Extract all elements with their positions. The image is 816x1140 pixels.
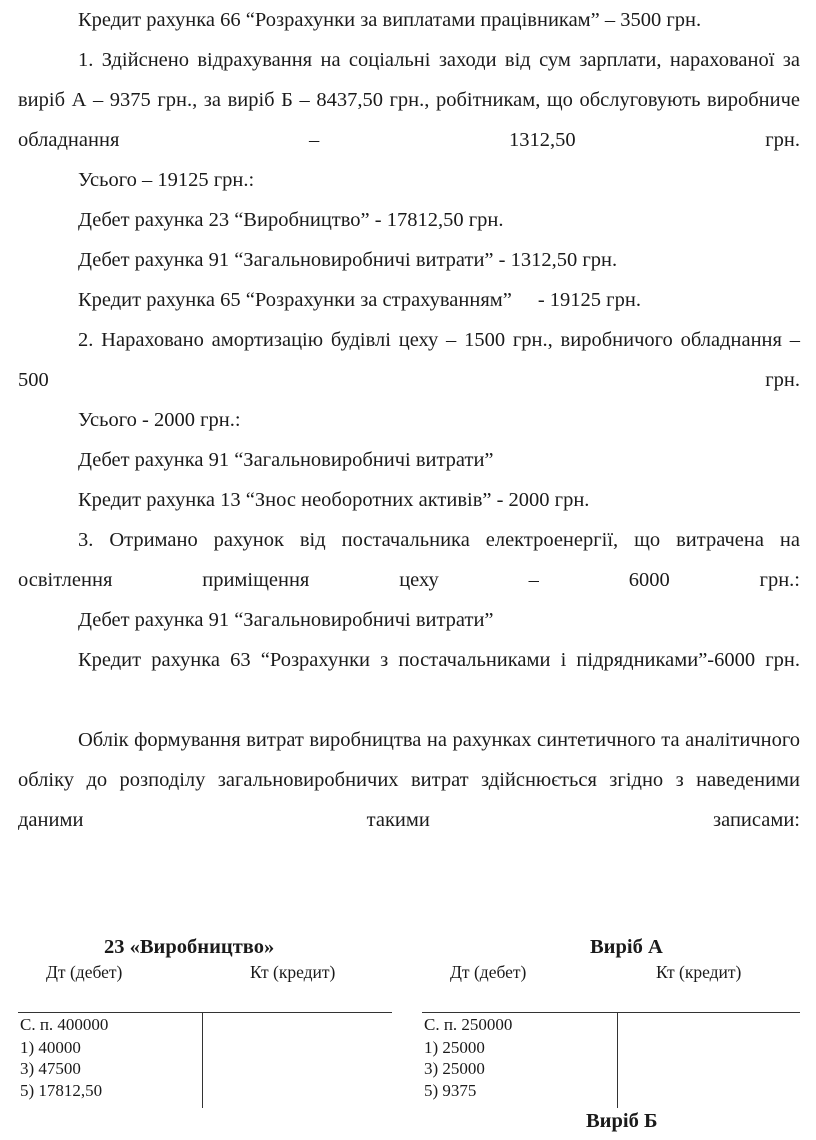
- paragraph-credit-66: Кредит рахунка 66 “Розрахунки за виплатами працівникам” – 3500 грн.: [78, 9, 702, 31]
- paragraph-total-2: Усього - 2000 грн.:: [78, 409, 241, 431]
- t-account-vertical-line: [617, 1012, 618, 1108]
- paragraph-credit-63: Кредит рахунка 63 “Розрахунки з постачальниками і підрядниками”-6000 грн.: [78, 649, 800, 671]
- paragraph-credit-13: Кредит рахунка 13 “Знос необоротних активів” - 2000 грн.: [78, 489, 590, 511]
- debit-entry: 3) 47500: [20, 1059, 81, 1078]
- paragraph-summary: Облік формування витрат виробництва на рахунках синтетичного та аналітичного обліку до розподілу загальновиробничих витрат здійснюється згідно з наведеними даними такими записами:: [18, 729, 800, 831]
- debit-entry: 5) 9375: [424, 1080, 477, 1100]
- paragraph-total-1: Усього – 19125 грн.:: [78, 169, 255, 191]
- debit-entries: [424, 1014, 512, 1101]
- debit-label: Дт (дебет): [450, 962, 527, 982]
- paragraph-debit-91-b: Дебет рахунка 91 “Загальновиробничі витрати”: [78, 449, 494, 471]
- t-account-title: Виріб А: [590, 936, 663, 958]
- debit-label: Дт (дебет): [46, 962, 123, 982]
- opening-balance: С. п. 400000: [20, 1015, 109, 1034]
- paragraph-item-3: 3. Отримано рахунок від постачальника електроенергії, що витрачена на освітлення приміщення цеху – 6000 грн.:: [18, 529, 800, 591]
- debit-entries: [20, 1014, 108, 1101]
- debit-entry: 1) 40000: [20, 1037, 81, 1057]
- credit-label: Кт (кредит): [250, 962, 336, 982]
- paragraph-item-1: 1. Здійснено відрахування на соціальні заходи від сум зарплати, нарахованої за виріб А – 9375 грн., за виріб Б – 8437,50 грн., робітникам, що обслуговують виробниче обладнання – 1312,50 грн.: [18, 49, 800, 151]
- opening-balance: С. п. 250000: [424, 1015, 513, 1034]
- t-account-title: 23 «Виробництво»: [104, 936, 275, 958]
- paragraph-debit-23: Дебет рахунка 23 “Виробництво” - 17812,50 грн.: [78, 209, 504, 231]
- t-account-horizontal-line: [422, 1012, 800, 1013]
- credit-label: Кт (кредит): [656, 962, 742, 982]
- t-account-product-b-title: Виріб Б: [586, 1110, 658, 1132]
- debit-entry: 1) 25000: [424, 1037, 485, 1057]
- t-account-horizontal-line: [18, 1012, 392, 1013]
- paragraph-debit-91-c: Дебет рахунка 91 “Загальновиробничі витрати”: [78, 609, 494, 631]
- debit-entry: 5) 17812,50: [20, 1080, 103, 1100]
- paragraph-debit-91-a: Дебет рахунка 91 “Загальновиробничі витрати” - 1312,50 грн.: [78, 249, 618, 271]
- document-page: [18, 0, 800, 1132]
- t-account-vertical-line: [202, 1012, 203, 1108]
- t-accounts: [18, 930, 800, 1140]
- debit-entry: 3) 25000: [424, 1059, 485, 1078]
- paragraph-credit-65: Кредит рахунка 65 “Розрахунки за страхуванням” - 19125 грн.: [78, 289, 641, 311]
- paragraph-item-2: 2. Нараховано амортизацію будівлі цеху – 1500 грн., виробничого обладнання – 500 грн.: [18, 329, 800, 391]
